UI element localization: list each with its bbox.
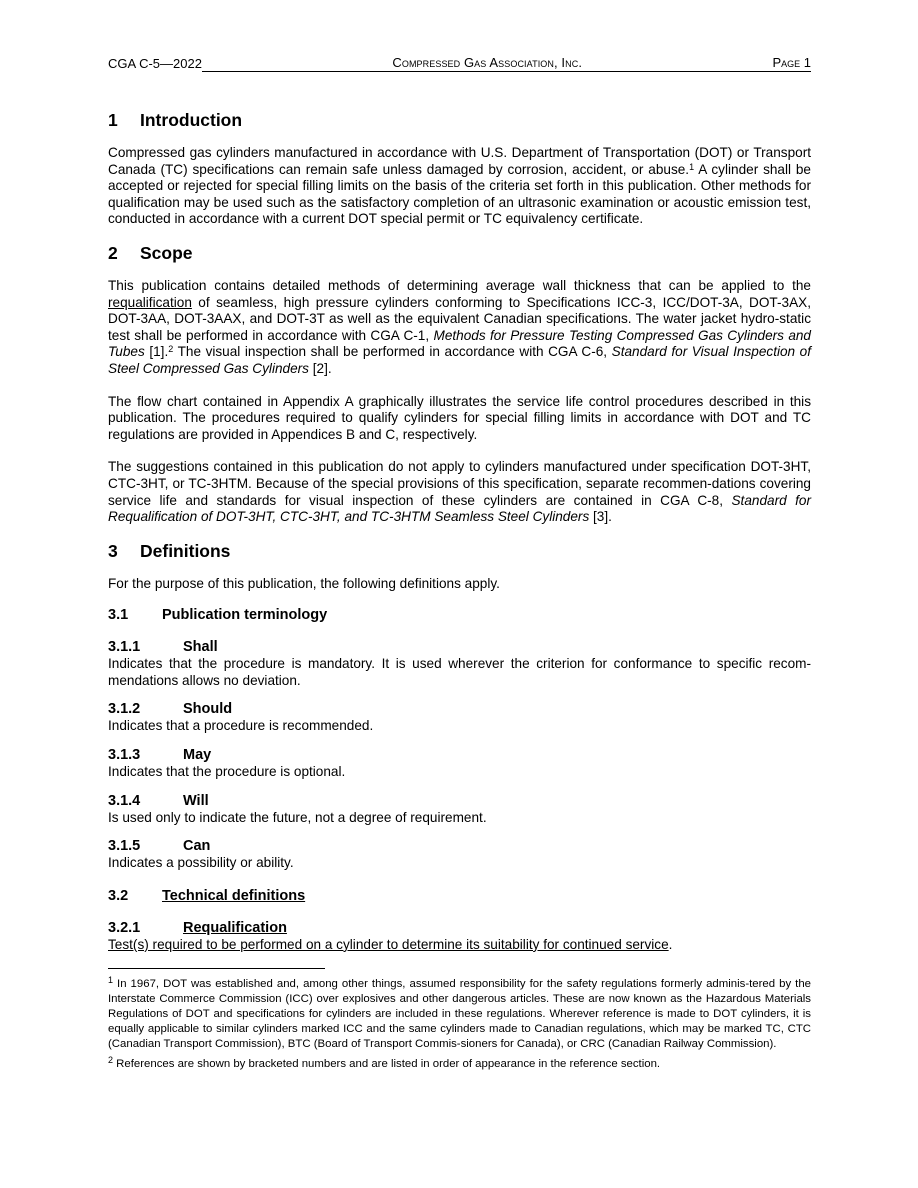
scope-paragraph-3: The suggestions contained in this publication do not apply to cylinders manufactured under specification DOT-3HT, CTC-3HT, or TC-3HTM. Because of the special provisions of this specification, separate recommen-dations covering service life and standards for visual inspection of these cylinders are contained in CGA C-8, Standard for Requalification of DOT-3HT, CTC-3HT, and TC-3HTM Seamless Steel Cylinders [3]. <box>108 459 811 525</box>
subsection-title: Publication terminology <box>162 607 328 624</box>
section-title: Definitions <box>140 540 231 561</box>
term-heading-may: 3.1.3 May <box>108 747 212 764</box>
header-rule <box>202 52 392 72</box>
term-definition: Is used only to indicate the future, not a degree of requirement. <box>108 809 487 825</box>
term-heading-shall: 3.1.1 Shall <box>108 639 218 656</box>
header-page-number: Page 1 <box>772 55 811 70</box>
term-heading-will: 3.1.4 Will <box>108 792 209 809</box>
term-heading-should: 3.1.2 Should <box>108 701 233 718</box>
section-heading-introduction <box>108 109 811 131</box>
footnote-ref-1[interactable]: 1 <box>689 161 695 172</box>
header-publisher: Compressed Gas Association, Inc. <box>392 55 583 70</box>
definitions-intro: For the purpose of this publication, the following definitions apply. <box>108 575 500 591</box>
term-definition: Indicates that a procedure is recommended. <box>108 718 374 734</box>
section-heading-scope <box>108 242 811 264</box>
section-number: 1 <box>108 110 118 130</box>
scope-paragraph-1: This publication contains detailed methods of determining average wall thickness that can be applied to the requalification of seamless, high pressure cylinders conforming to Specifications ICC-3, ICC/DOT-3A, DOT-3AX, DOT-3AA, DOT-3AAX, and DOT-3T as well as the equivalent Canadian specifications. The water jacket hydro-static test shall be performed in accordance with CGA C-1, Methods for Pressure Testing Compressed Gas Cylinders and Tubes [1].$^2$ The visual inspection shall be performed in accordance with CGA C-6, Standard for Visual Inspection of Steel Compressed Gas Cylinders [2]. <box>108 277 812 376</box>
section-number: 3 <box>108 540 118 561</box>
introduction-paragraph: Compressed gas cylinders manufactured in accordance with U.S. Department of Transportation (DOT) or Transport Canada (TC) specifications can remain safe unless damaged by corrosion, accident, or abuse.$^1$ A cylinder shall be accepted or rejected for special filling limits on the basis of the criteria set forth in this publication. Other methods for qualification may be used such as the satisfactory completion of an ultrasonic examination or acoustic emission test, conducted in accordance with a current DOT special permit or TC equivalency certificate. <box>108 145 811 227</box>
header-doc-id: CGA C-5—2022 <box>108 56 202 71</box>
subsection-heading-publication-terminology <box>108 606 811 624</box>
term-list <box>108 639 811 872</box>
header-rule <box>582 52 772 72</box>
subsection-number: 3.2 <box>108 887 129 904</box>
section-heading-definitions <box>108 540 811 562</box>
section-number: 2 <box>108 242 118 263</box>
term-definition-requalification: Test(s) required to be performed on a cylinder to determine its suitability for continued service. <box>108 936 673 952</box>
subsection-title: Technical definitions <box>162 887 306 904</box>
footnote-1: $^1$ In 1967, DOT was established and, among other things, assumed responsibility for the safety regulations formerly adminis-tered by the Interstate Commerce Commission (ICC) over explosives and other dangerous articles. These are now known as the Hazardous Materials Regulations of DOT and specifications for cylinders are included in these regulations. Wherever reference is made to DOT cylinders, it is equally applicable to similar cylinders marked ICC and the same cylinders made to Canadian regulations, which may be marked TC, CTC (Canadian Transport Commission), BTC (Board of Transport Commis-sioners for Canada), or CRC (Canadian Railway Commission). <box>108 975 811 1051</box>
subsection-heading-technical-definitions <box>108 887 811 905</box>
footnote-ref-2[interactable]: 2 <box>168 344 174 355</box>
section-title: Scope <box>140 242 193 263</box>
term-definition: Indicates that the procedure is optional. <box>108 764 346 780</box>
term-definition: Indicates that the procedure is mandatory. It is used wherever the criterion for conformance to specific recom-mendations allows no deviation. <box>108 656 811 688</box>
scope-paragraph-2: The flow chart contained in Appendix A graphically illustrates the service life control procedures described in this publication. The procedures required to qualify cylinders for special filling limits in accordance with DOT and TC regulations are provided in Appendices B and C, respectively. <box>108 393 811 442</box>
footnote-2: $^2$ References are shown by bracketed numbers and are listed in order of appearance in the reference section. <box>108 1055 661 1071</box>
term-heading-requalification: 3.2.1 Requalification <box>108 919 287 936</box>
footnote-separator <box>108 968 325 969</box>
running-header <box>108 52 811 72</box>
requalification-link[interactable]: requalification <box>108 294 192 310</box>
document-page <box>108 52 811 1072</box>
section-title: Introduction <box>140 110 243 130</box>
subsection-number: 3.1 <box>108 607 129 624</box>
term-heading-can: 3.1.5 Can <box>108 838 211 855</box>
term-definition: Indicates a possibility or ability. <box>108 855 294 871</box>
